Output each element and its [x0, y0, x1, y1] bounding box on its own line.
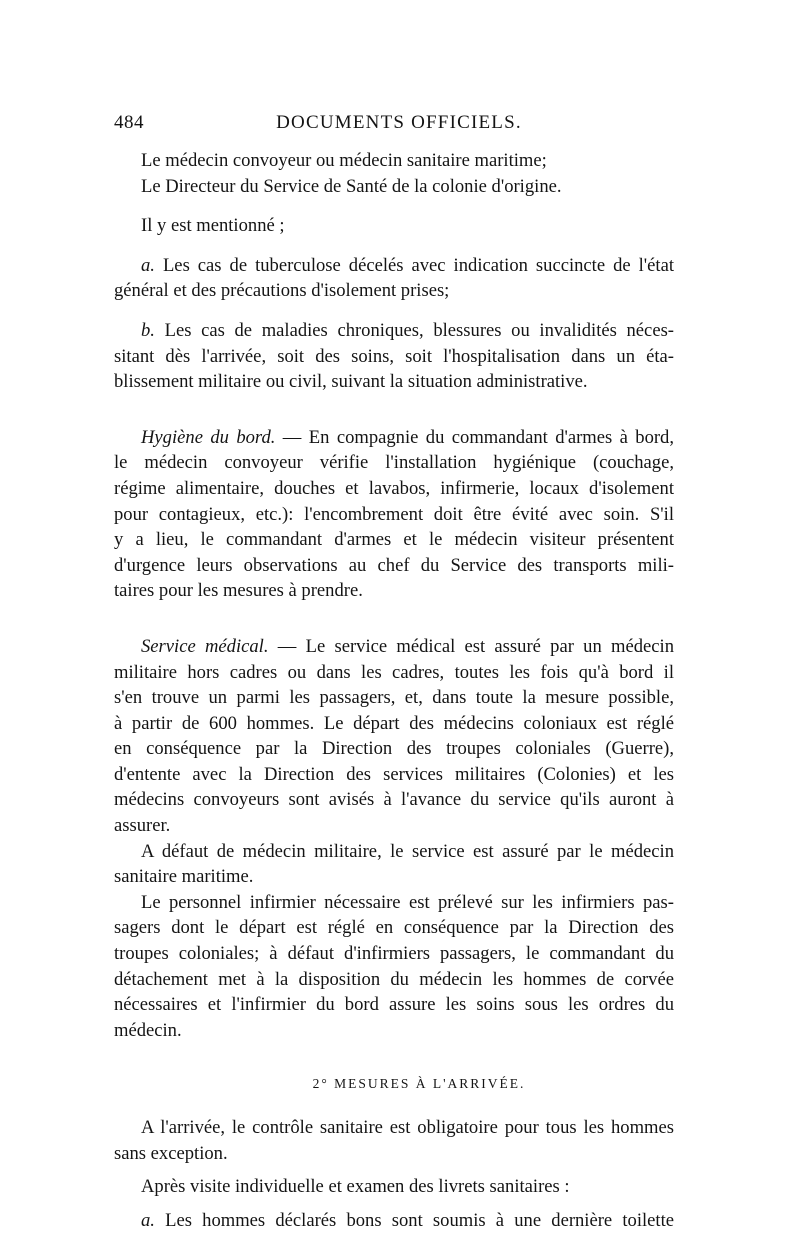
text-line: le médecin convoyeur vérifie l'installation hygiénique (couchage,	[114, 452, 674, 474]
text-line: sanitaire maritime.	[114, 866, 254, 888]
enum-marker: b.	[141, 319, 155, 341]
text-line: médecin.	[114, 1019, 182, 1041]
enum-marker: a.	[141, 254, 155, 276]
text-line: en conséquence par la Direction des troupes coloniales (Guerre),	[114, 738, 674, 760]
text-line: militaire hors cadres ou dans les cadres, toutes les fois qu'à bord il	[114, 661, 674, 683]
text-line	[114, 425, 674, 451]
text-line: sans exception.	[114, 1142, 228, 1164]
text-line: assurer.	[114, 815, 171, 837]
text-line: s'en trouve un parmi les passagers, et, dans toute la mesure possible,	[114, 687, 674, 709]
text-line: sagers dont le départ est réglé en conséquence par la Direction des	[114, 917, 674, 939]
text-line: A défaut de médecin militaire, le service est assuré par le médecin	[141, 840, 674, 862]
text-line: général et des précautions d'isolement prises;	[114, 280, 450, 302]
enum-marker: a.	[141, 1209, 155, 1231]
text-line: taires pour les mesures à prendre.	[114, 580, 363, 602]
page-number: 484	[114, 112, 144, 133]
section-run-in-title: Service médical.	[141, 635, 269, 657]
text-line: détachement met à la disposition du médecin les hommes de corvée	[114, 968, 674, 990]
text-line: Le médecin convoyeur ou médecin sanitaire maritime;	[141, 150, 547, 171]
text-line: d'entente avec la Direction des services militaires (Colonies) et les	[114, 763, 674, 785]
text-line	[114, 253, 674, 279]
text-line: A l'arrivée, le contrôle sanitaire est obligatoire pour tous les hommes	[141, 1117, 674, 1138]
text-line: d'urgence leurs observations au chef du Service des transports mili-	[114, 554, 674, 576]
text-line: Le Directeur du Service de Santé de la colonie d'origine.	[141, 175, 562, 197]
text-line: sitant dès l'arrivée, soit des soins, soit l'hospitalisation dans un éta-	[114, 345, 674, 367]
text-line: troupes coloniales; à défaut d'infirmiers passagers, le commandant du	[114, 943, 674, 965]
text-line: y a lieu, le commandant d'armes et le médecin visiteur présentent	[114, 529, 674, 551]
text-run: Les hommes déclarés bons sont soumis à une dernière toilette	[154, 1209, 674, 1231]
text-line: Après visite individuelle et examen des livrets sanitaires :	[141, 1176, 570, 1198]
text-line	[114, 1208, 674, 1234]
section-run-in-title: Hygiène du bord.	[141, 426, 276, 448]
text-line: pour contagieux, etc.): l'encombrement doit être évité avec soin. S'il	[114, 503, 674, 525]
text-line	[114, 634, 674, 660]
page-header	[114, 112, 674, 140]
body-text	[114, 148, 674, 1233]
text-run: Les cas de maladies chroniques, blessures ou invalidités néces-	[154, 319, 674, 341]
text-run: Les cas de tuberculose décelés avec indication succincte de l'état	[154, 254, 674, 276]
text-line: Il y est mentionné ;	[141, 215, 285, 237]
running-title: DOCUMENTS OFFICIELS.	[276, 112, 522, 133]
text-run: — En compagnie du commandant d'armes à bord,	[275, 426, 674, 448]
text-line: nécessaires et l'infirmier du bord assure les soins sous les ordres du	[114, 994, 674, 1016]
text-line: médecins convoyeurs sont avisés à l'avance du service qu'ils auront à	[114, 789, 674, 811]
text-line: à partir de 600 hommes. Le départ des médecins coloniaux est réglé	[114, 712, 674, 734]
text-line: régime alimentaire, douches et lavabos, infirmerie, locaux d'isolement	[114, 477, 674, 499]
text-line: blissement militaire ou civil, suivant la situation administrative.	[114, 371, 588, 393]
section-heading: 2° MESURES À L'ARRIVÉE.	[312, 1076, 526, 1092]
text-run: — Le service médical est assuré par un médecin	[268, 635, 674, 657]
text-line	[114, 318, 674, 344]
text-line: Le personnel infirmier nécessaire est prélevé sur les infirmiers pas-	[141, 891, 674, 913]
